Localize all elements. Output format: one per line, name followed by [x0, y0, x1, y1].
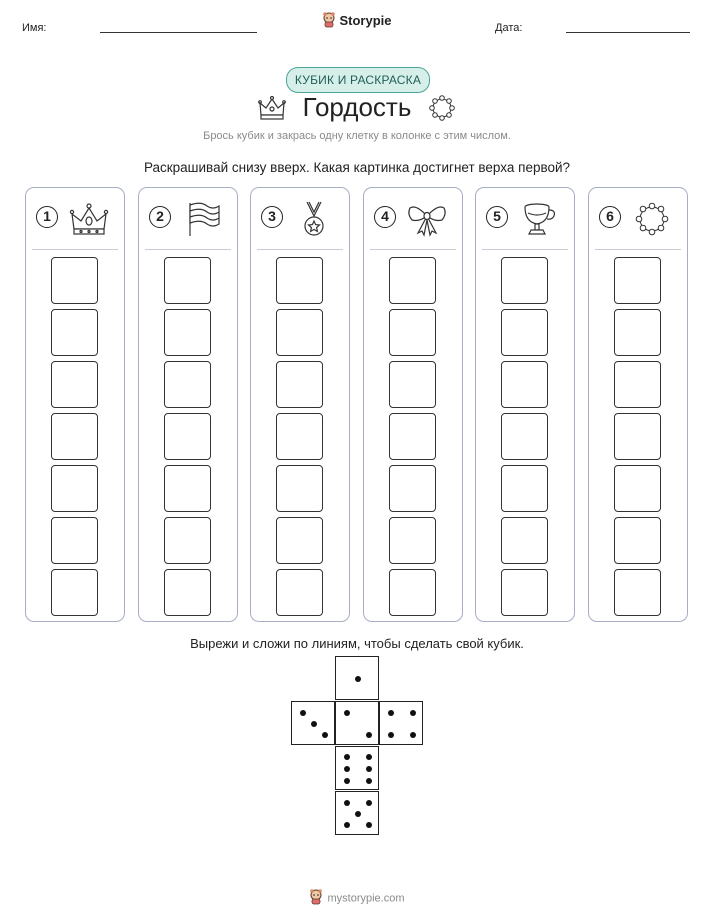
- pip: [344, 778, 350, 784]
- column-divider: [370, 249, 456, 250]
- storypie-mascot-icon: [309, 889, 323, 908]
- color-cell[interactable]: [389, 309, 436, 356]
- pip: [366, 822, 372, 828]
- pip: [344, 766, 350, 772]
- color-cell[interactable]: [164, 517, 211, 564]
- pip: [366, 778, 372, 784]
- column-4: [363, 187, 463, 622]
- color-cell[interactable]: [51, 257, 98, 304]
- pip: [344, 800, 350, 806]
- die-face-3: [291, 701, 335, 745]
- color-cell[interactable]: [501, 517, 548, 564]
- bow-icon: [404, 200, 450, 238]
- medal-icon: [291, 200, 337, 238]
- color-cell[interactable]: [389, 413, 436, 460]
- cut-instruction: Вырежи и сложи по линиям, чтобы сделать свой кубик.: [190, 636, 524, 651]
- column-divider: [482, 249, 568, 250]
- color-cell[interactable]: [614, 257, 661, 304]
- color-cell[interactable]: [389, 257, 436, 304]
- color-cell[interactable]: [501, 309, 548, 356]
- pip: [355, 676, 361, 682]
- color-cell[interactable]: [276, 465, 323, 512]
- activity-badge: КУБИК И РАСКРАСКА: [286, 67, 430, 93]
- brand-name: Storypie: [339, 12, 392, 28]
- flag-icon: [179, 200, 225, 238]
- color-cell[interactable]: [389, 361, 436, 408]
- pip: [344, 710, 350, 716]
- pip: [344, 754, 350, 760]
- pip: [366, 732, 372, 738]
- color-cell[interactable]: [276, 361, 323, 408]
- color-cell[interactable]: [614, 517, 661, 564]
- color-cell[interactable]: [51, 413, 98, 460]
- laurel-wreath-icon: [428, 94, 456, 122]
- column-number: 6: [599, 206, 621, 228]
- color-cell[interactable]: [51, 361, 98, 408]
- color-cell[interactable]: [389, 517, 436, 564]
- brand-logo: [0, 12, 714, 31]
- color-cell[interactable]: [389, 569, 436, 616]
- pip: [366, 754, 372, 760]
- column-divider: [257, 249, 343, 250]
- pip: [355, 811, 361, 817]
- color-cell[interactable]: [276, 517, 323, 564]
- die-face-5: [335, 791, 379, 835]
- date-label: Дата:: [495, 22, 523, 34]
- die-face-6: [335, 746, 379, 790]
- color-cell[interactable]: [614, 361, 661, 408]
- color-cell[interactable]: [164, 257, 211, 304]
- color-cell[interactable]: [51, 309, 98, 356]
- color-cell[interactable]: [614, 569, 661, 616]
- color-cell[interactable]: [614, 309, 661, 356]
- pip: [322, 732, 328, 738]
- column-divider: [595, 249, 681, 250]
- pip: [410, 710, 416, 716]
- color-cell[interactable]: [501, 361, 548, 408]
- page-title: Гордость: [302, 92, 412, 122]
- die-face-4: [379, 701, 423, 745]
- footer-url[interactable]: mystorypie.com: [327, 892, 405, 905]
- die-net: [290, 656, 424, 836]
- column-5: [475, 187, 575, 622]
- pip: [388, 732, 394, 738]
- color-cell[interactable]: [614, 465, 661, 512]
- color-cell[interactable]: [501, 569, 548, 616]
- color-cell[interactable]: [51, 465, 98, 512]
- pip: [366, 766, 372, 772]
- die-face-2: [335, 701, 379, 745]
- color-cell[interactable]: [276, 413, 323, 460]
- subtitle: Брось кубик и закрась одну клетку в колонке с этим числом.: [203, 130, 511, 142]
- pip: [311, 721, 317, 727]
- color-cell[interactable]: [164, 361, 211, 408]
- column-1: [25, 187, 125, 622]
- column-number: 2: [149, 206, 171, 228]
- name-label: Имя:: [22, 22, 47, 34]
- color-cell[interactable]: [276, 309, 323, 356]
- color-cell[interactable]: [501, 465, 548, 512]
- storypie-mascot-icon: [322, 12, 336, 31]
- color-cell[interactable]: [164, 569, 211, 616]
- die-face-1: [335, 656, 379, 700]
- color-cell[interactable]: [164, 465, 211, 512]
- laurel-wreath-icon: [629, 200, 675, 238]
- color-cell[interactable]: [276, 257, 323, 304]
- column-number: 4: [374, 206, 396, 228]
- color-cell[interactable]: [501, 413, 548, 460]
- instruction: Раскрашивай снизу вверх. Какая картинка достигнет верха первой?: [143, 160, 571, 175]
- column-2: [138, 187, 238, 622]
- name-line[interactable]: [100, 32, 257, 33]
- column-divider: [32, 249, 118, 250]
- color-cell[interactable]: [51, 569, 98, 616]
- pip: [300, 710, 306, 716]
- date-line[interactable]: [566, 32, 690, 33]
- color-cell[interactable]: [164, 413, 211, 460]
- footer: [0, 889, 714, 908]
- color-cell[interactable]: [51, 517, 98, 564]
- color-cell[interactable]: [389, 465, 436, 512]
- pip: [410, 732, 416, 738]
- column-3: [250, 187, 350, 622]
- color-cell[interactable]: [501, 257, 548, 304]
- column-number: 5: [486, 206, 508, 228]
- color-cell[interactable]: [614, 413, 661, 460]
- color-cell[interactable]: [164, 309, 211, 356]
- column-6: [588, 187, 688, 622]
- trophy-cup-icon: [516, 200, 562, 238]
- pip: [366, 800, 372, 806]
- pip: [344, 822, 350, 828]
- column-divider: [145, 249, 231, 250]
- pip: [388, 710, 394, 716]
- color-cell[interactable]: [276, 569, 323, 616]
- column-number: 1: [36, 206, 58, 228]
- crown-icon: [66, 200, 112, 238]
- column-number: 3: [261, 206, 283, 228]
